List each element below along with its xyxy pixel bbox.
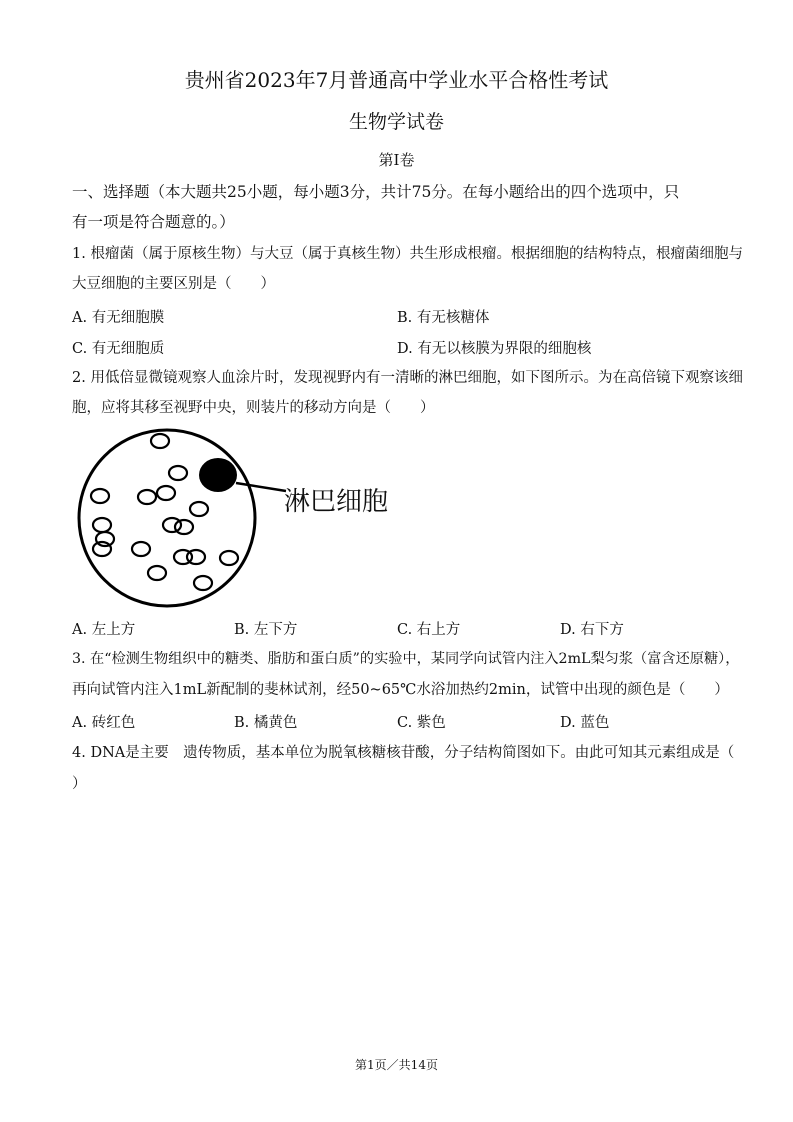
question-text: ）	[72, 776, 87, 792]
section-line: 一、选择题（本大题共25小题，每小题3分，共计75分。在每小题给出的四个选项中，只	[72, 183, 680, 201]
option-a[interactable]: A. 左上方	[72, 622, 136, 638]
question-text: 再向试管内注入1mL新配制的斐林试剂，经50~65℃水浴加热约2min，试管中出现的颜色是（ ）	[72, 682, 729, 698]
option-b[interactable]: B. 左下方	[234, 622, 298, 638]
option-d[interactable]: D. 蓝色	[560, 715, 610, 731]
question-text: 3. 在“检测生物组织中的糖类、脂肪和蛋白质”的实验中，某同学向试管内注入2mL梨匀浆（富含还原糖），	[72, 651, 740, 667]
option-a[interactable]: A. 砖红色	[72, 715, 136, 731]
option-c[interactable]: C. 紫色	[397, 715, 446, 731]
page-footer: 第1页／共14页	[355, 1058, 438, 1072]
question-text: 1. 根瘤菌（属于原核生物）与大豆（属于真核生物）共生形成根瘤。根据细胞的结构特点，根瘤菌细胞与	[72, 246, 743, 262]
question-text: 胞，应将其移至视野中央，则装片的移动方向是（ ）	[72, 400, 435, 416]
lymphocyte-cell	[199, 458, 237, 492]
option-c[interactable]: C. 有无细胞质	[72, 341, 165, 357]
option-c[interactable]: C. 右上方	[397, 622, 461, 638]
option-d[interactable]: D. 右下方	[560, 622, 624, 638]
page-subtitle: 生物学试卷	[348, 111, 444, 133]
option-a[interactable]: A. 有无细胞膜	[72, 310, 165, 326]
part-heading: 第I卷	[378, 151, 415, 169]
option-b[interactable]: B. 有无核糖体	[397, 310, 490, 326]
option-d[interactable]: D. 有无以核膜为界限的细胞核	[397, 341, 592, 357]
question-text: 4. DNA是主要 遗传物质，基本单位为脱氧核糖核苷酸，分子结构简图如下。由此可知其元素组成是（	[72, 745, 735, 761]
section-line: 有一项是符合题意的。）	[72, 213, 235, 231]
microscope-field-figure	[76, 425, 406, 614]
question-text: 大豆细胞的主要区别是（ ）	[72, 276, 275, 292]
option-b[interactable]: B. 橘黄色	[234, 715, 298, 731]
page-title: 贵州省2023年7月普通高中学业水平合格性考试	[184, 68, 609, 92]
question-text: 2. 用低倍显微镜观察人血涂片时，发现视野内有一清晰的淋巴细胞，如下图所示。为在高倍镜下观察该细	[72, 370, 743, 386]
figure-label: 淋巴细胞	[284, 487, 389, 517]
